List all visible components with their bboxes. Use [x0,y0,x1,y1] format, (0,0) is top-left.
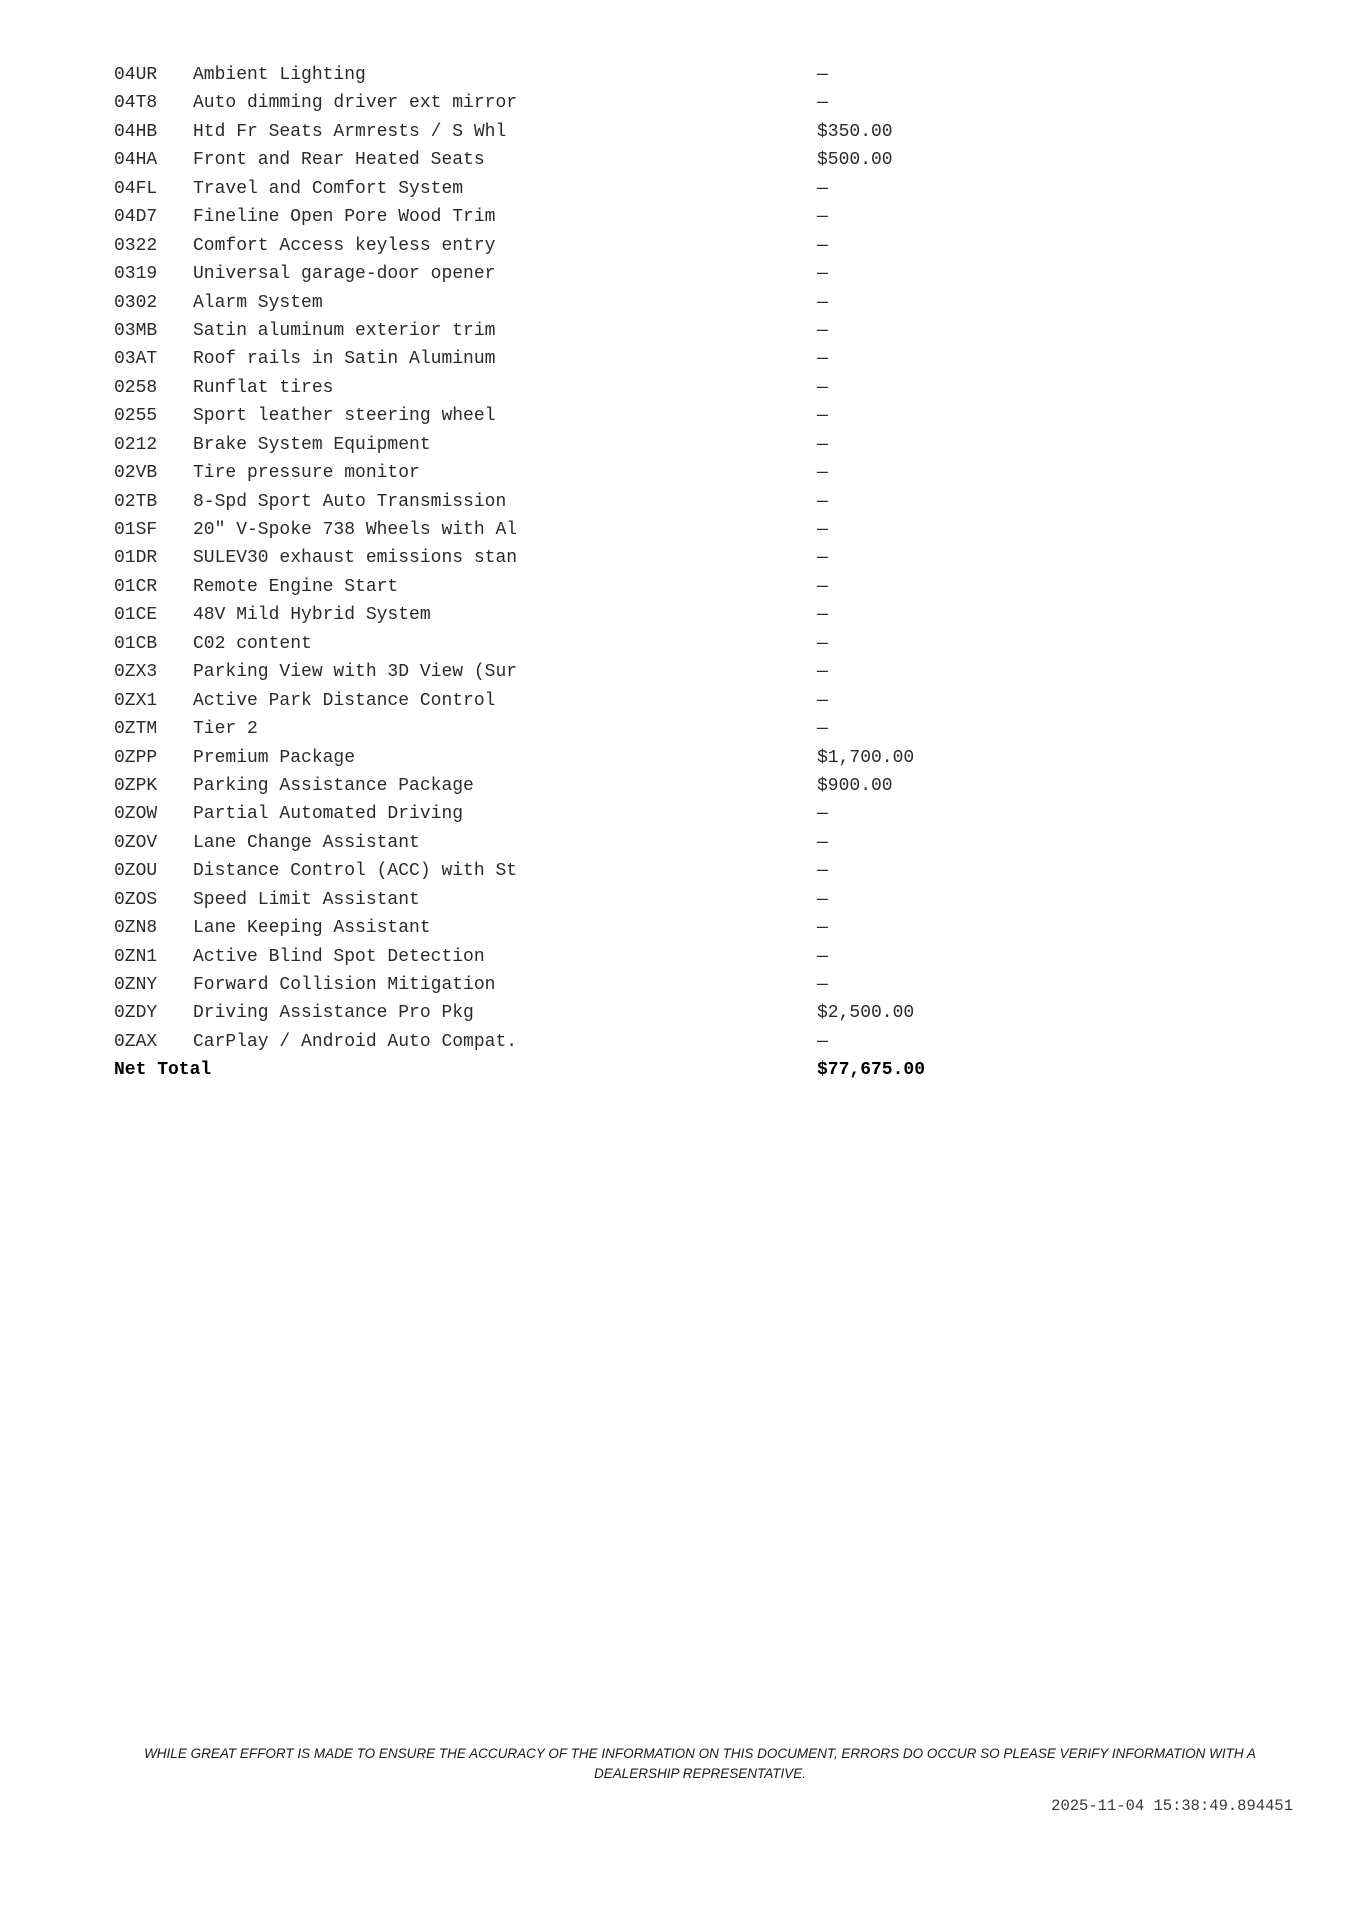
option-row [114,886,1014,914]
option-description: Auto dimming driver ext mirror [193,93,518,114]
option-price: $1,700.00 [817,747,915,768]
option-code: 04HB [114,121,158,142]
option-description: Sport leather steering wheel [193,406,496,427]
option-code: 01DR [114,548,158,569]
option-price: — [817,235,828,256]
option-price: — [817,832,828,853]
option-price: — [817,662,828,683]
option-row [114,232,1014,260]
timestamp: 2025-11-04 15:38:49.894451 [1051,1797,1293,1815]
option-price: — [817,65,828,85]
option-code: 0255 [114,406,158,427]
option-code: 03AT [114,349,158,370]
option-code: 04D7 [114,207,158,228]
option-code: 0ZOU [114,861,158,882]
disclaimer-line: WHILE GREAT EFFORT IS MADE TO ENSURE THE ACCURACY OF THE INFORMATION ON THIS DOCUMENT, ERRORS DO OCCUR SO PLEASE VERIFY INFORMATION WITH A [144,1746,1256,1761]
option-row [114,914,1014,942]
net-total-label: Net Total [114,1060,212,1081]
option-code: 0258 [114,377,158,398]
option-description: Active Park Distance Control [193,690,496,711]
option-code: 0319 [114,264,158,285]
option-price: $2,500.00 [817,1003,915,1024]
option-row [114,800,1014,828]
option-description: 48V Mild Hybrid System [193,605,431,626]
option-row [114,61,1014,89]
option-description: Parking Assistance Package [193,775,474,796]
option-description: Forward Collision Mitigation [193,975,496,995]
option-code: 0ZAX [114,1031,158,1052]
option-price: — [817,264,828,285]
option-code: 0322 [114,235,158,256]
option-price: — [817,320,828,341]
option-description: C02 content [193,633,312,654]
option-description: Front and Rear Heated Seats [193,150,485,171]
option-row [114,715,1014,743]
option-row [114,260,1014,288]
option-code: 01SF [114,520,158,540]
option-description: Remote Engine Start [193,576,399,597]
disclaimer-line: DEALERSHIP REPRESENTATIVE. [593,1766,807,1781]
option-description: SULEV30 exhaust emissions stan [193,548,518,569]
option-price: — [817,178,828,199]
option-description: Partial Automated Driving [193,804,464,825]
option-price: — [817,804,828,825]
option-description: Tier 2 [193,719,258,740]
option-description: 20" V-Spoke 738 Wheels with Al [193,520,518,540]
option-code: 04HA [114,150,158,171]
option-code: 04UR [114,65,158,85]
option-code: 0ZTM [114,719,158,740]
option-code: 04FL [114,178,158,199]
option-code: 0ZPP [114,747,158,768]
option-price: — [817,292,828,313]
option-row [114,772,1014,800]
net-total-value: $77,675.00 [817,1060,926,1081]
option-description: Runflat tires [193,377,334,398]
option-row [114,516,1014,544]
option-price: — [817,434,828,455]
option-code: 04T8 [114,93,158,114]
option-code: 0ZNY [114,975,158,995]
option-row [114,630,1014,658]
option-price: — [817,633,828,654]
option-description: Roof rails in Satin Aluminum [193,349,496,370]
option-description: Driving Assistance Pro Pkg [193,1003,474,1024]
option-price: $500.00 [817,150,893,171]
net-total-row [114,1056,1014,1084]
option-description: Travel and Comfort System [193,178,464,199]
option-description: Premium Package [193,747,356,768]
option-code: 02VB [114,463,158,484]
option-row [114,459,1014,487]
option-description: Comfort Access keyless entry [193,235,496,256]
option-row [114,402,1014,430]
option-price: $350.00 [817,121,893,142]
option-description: Tire pressure monitor [193,463,420,484]
option-description: Fineline Open Pore Wood Trim [193,207,496,228]
option-code: 0ZN8 [114,918,158,939]
option-price: — [817,349,828,370]
option-row [114,857,1014,885]
option-price: — [817,520,828,540]
option-code: 01CB [114,633,158,654]
option-price: — [817,889,828,910]
option-code: 0ZDY [114,1003,158,1024]
option-price: — [817,93,828,114]
option-row [114,601,1014,629]
option-description: Active Blind Spot Detection [193,946,485,967]
option-row [114,175,1014,203]
option-description: Distance Control (ACC) with St [193,861,518,882]
option-price: — [817,719,828,740]
option-code: 0ZX3 [114,662,158,683]
option-price: — [817,491,828,512]
option-row [114,971,1014,999]
option-code: 0212 [114,434,158,455]
option-row [114,146,1014,174]
disclaimer [120,1744,1280,1784]
option-row [114,744,1014,772]
option-row [114,658,1014,686]
option-description: CarPlay / Android Auto Compat. [193,1031,518,1052]
option-price: — [817,975,828,995]
option-row [114,573,1014,601]
option-row [114,374,1014,402]
option-price: — [817,548,828,569]
option-code: 01CR [114,576,158,597]
option-code: 0302 [114,292,158,313]
option-row [114,999,1014,1027]
option-price: — [817,406,828,427]
option-description: Universal garage-door opener [193,264,496,285]
option-description: Parking View with 3D View (Sur [193,662,518,683]
option-row [114,544,1014,572]
option-description: 8-Spd Sport Auto Transmission [193,491,507,512]
option-price: — [817,690,828,711]
option-row [114,289,1014,317]
option-row [114,829,1014,857]
option-code: 0ZX1 [114,690,158,711]
option-code: 01CE [114,605,158,626]
option-code: 0ZPK [114,775,158,796]
option-row [114,203,1014,231]
option-code: 02TB [114,491,158,512]
option-row [114,118,1014,146]
option-price: — [817,861,828,882]
option-price: — [817,377,828,398]
option-row [114,345,1014,373]
option-code: 0ZOV [114,832,158,853]
option-description: Speed Limit Assistant [193,889,420,910]
option-price: — [817,605,828,626]
option-description: Lane Change Assistant [193,832,420,853]
option-row [114,89,1014,117]
option-row [114,943,1014,971]
option-description: Satin aluminum exterior trim [193,320,496,341]
option-row [114,687,1014,715]
option-code: 0ZOW [114,804,158,825]
option-price: — [817,576,828,597]
option-description: Alarm System [193,292,323,313]
option-row [114,488,1014,516]
option-row [114,431,1014,459]
option-row [114,317,1014,345]
option-code: 0ZOS [114,889,158,910]
option-code: 0ZN1 [114,946,158,967]
option-price: — [817,1031,828,1052]
option-list [114,61,1014,1085]
option-price: $900.00 [817,775,893,796]
option-code: 03MB [114,320,158,341]
option-description: Ambient Lighting [193,65,366,85]
option-row [114,1028,1014,1056]
option-price: — [817,918,828,939]
option-price: — [817,207,828,228]
option-description: Brake System Equipment [193,434,431,455]
option-description: Lane Keeping Assistant [193,918,431,939]
option-price: — [817,463,828,484]
option-description: Htd Fr Seats Armrests / S Whl [193,121,507,142]
option-price: — [817,946,828,967]
